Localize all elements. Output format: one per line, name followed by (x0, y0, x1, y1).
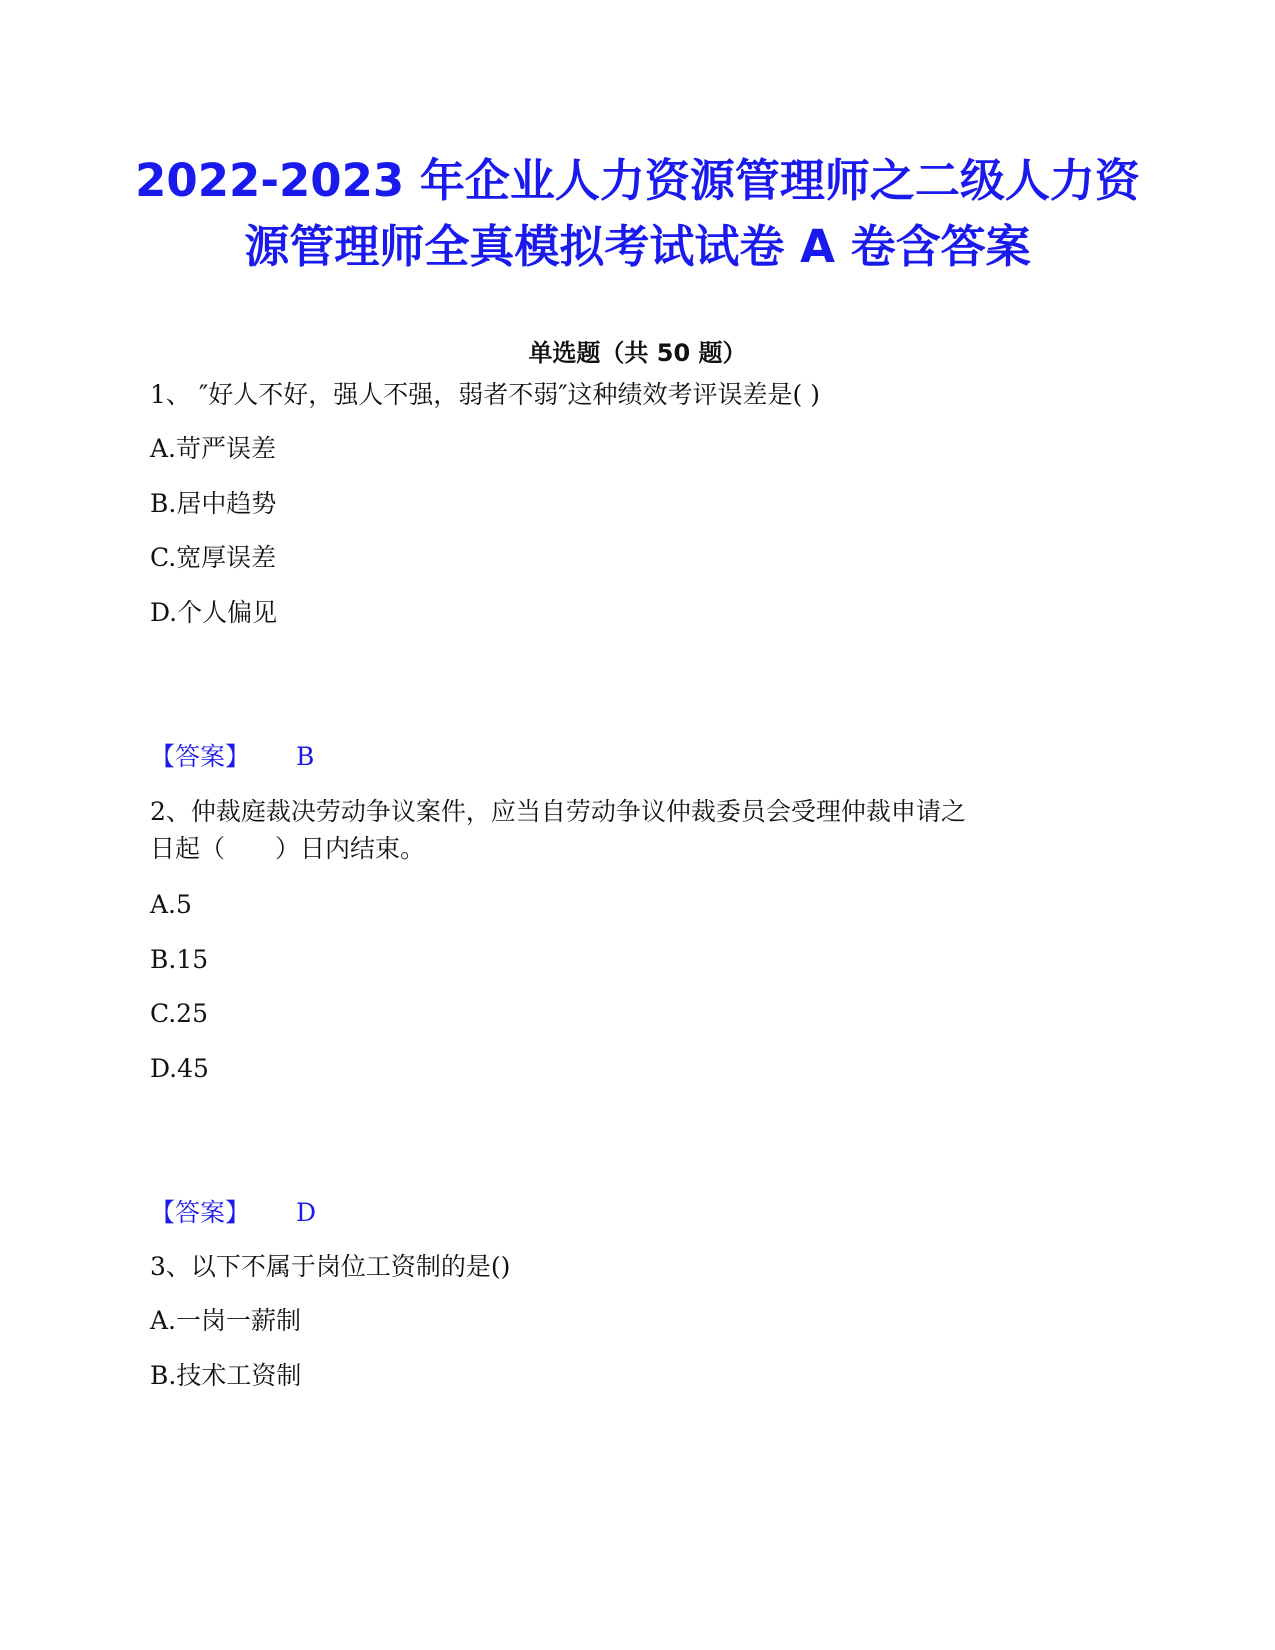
question-2-stem-line-1: 2、仲裁庭裁决劳动争议案件，应当自劳动争议仲裁委员会受理仲裁申请之 (150, 797, 966, 826)
question-1-option-a: A.苛严误差 (150, 434, 277, 463)
question-3-option-b: B.技术工资制 (150, 1361, 302, 1390)
answer-label: 【答案】 (150, 742, 251, 771)
question-2-answer (150, 1196, 316, 1230)
question-1-stem: 1、 ″好人不好，强人不强，弱者不弱″这种绩效考评误差是( ) (150, 380, 820, 409)
question-1-option-b: B.居中趋势 (150, 489, 277, 518)
question-2-option-d: D.45 (150, 1054, 209, 1083)
section-heading: 单选题（共 50 题） (528, 339, 747, 367)
question-2-option-b: B.15 (150, 945, 209, 974)
question-2-option-c: C.25 (150, 999, 208, 1028)
question-1-option-c: C.宽厚误差 (150, 543, 277, 572)
question-3-stem: 3、以下不属于岗位工资制的是() (150, 1252, 511, 1281)
answer-value: B (296, 742, 315, 771)
document-title: 2022-2023 年企业人力资源管理师之二级人力资源管理师全真模拟考试试卷 A 卷含答案 (135, 154, 1140, 273)
question-1-option-d: D.个人偏见 (150, 598, 278, 627)
answer-label: 【答案】 (150, 1198, 251, 1227)
question-3-option-a: A.一岗一薪制 (150, 1306, 302, 1335)
question-1-answer (150, 740, 314, 774)
question-2-stem-line-2: 日起（ ）日内结束。 (150, 834, 426, 863)
question-2-option-a: A.5 (150, 890, 192, 919)
answer-value: D (296, 1198, 317, 1227)
